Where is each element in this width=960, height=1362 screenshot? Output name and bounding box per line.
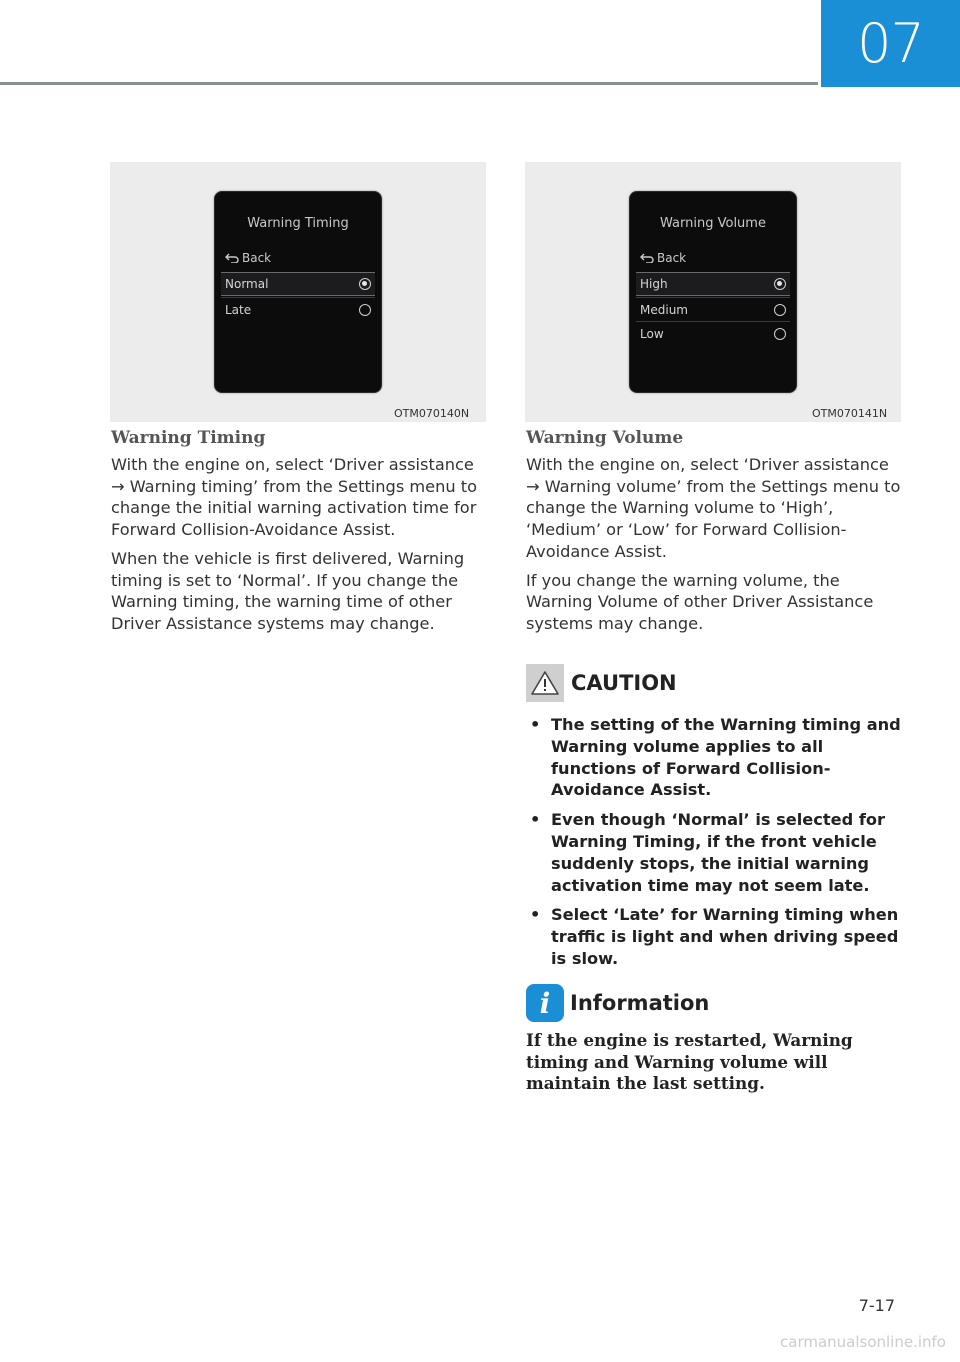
figure-code: OTM070140N [394,407,470,420]
paragraph: With the engine on, select ‘Driver assistance → Warning volume’ from the Settings menu to change the Warning volume to ‘High’, ‘Medium’ or ‘Low’ for Forward Collision-Avoidance Assist. [526,455,901,561]
back-item [225,251,271,265]
option-label: High [640,277,668,291]
cluster-screen-timing [214,191,382,393]
chapter-number: 07 [857,12,924,75]
screen-title: Warning Volume [660,216,766,231]
caution-block [526,664,906,978]
option-row [221,297,375,321]
chapter-tab [821,0,960,87]
caution-item: • The setting of the Warning timing and Warning volume applies to all functions of Forward Collision-Avoidance Assist. [526,714,906,801]
back-label: Back [657,251,687,265]
information-title: Information [570,991,710,1015]
option-row [636,321,790,345]
option-row [636,297,790,321]
option-label: Low [640,326,664,341]
info-icon: i [526,984,564,1022]
option-label: Medium [640,302,688,317]
option-row [221,272,375,296]
back-item [640,251,686,265]
information-text: If the engine is restarted, Warning timing and Warning volume will maintain the last setting. [526,1030,853,1093]
radio-empty-icon [359,304,371,316]
radio-selected-icon [359,278,371,290]
option-label: Late [225,302,252,317]
back-arrow-icon [640,253,654,263]
screen-title: Warning Timing [247,216,349,231]
paragraph: If you change the warning volume, the Warning Volume of other Driver Assistance systems may change. [526,570,874,633]
warning-triangle-icon [526,664,564,702]
caution-title: CAUTION [571,671,677,695]
page-number: 7-17 [858,1296,895,1315]
back-arrow-icon [225,253,239,263]
radio-selected-icon [774,278,786,290]
paragraph: With the engine on, select ‘Driver assistance → Warning timing’ from the Settings menu to change the initial warning activation time for Forward Collision-Avoidance Assist. [111,455,478,540]
figure-code: OTM070141N [812,407,888,420]
radio-empty-icon [774,304,786,316]
section-warning-volume [526,428,906,642]
radio-empty-icon [774,328,786,340]
cluster-screen-volume [629,191,797,393]
information-header [526,984,906,1022]
paragraph: When the vehicle is first delivered, Warning timing is set to ‘Normal’. If you change the Warning timing, the warning time of other Driver Assistance systems may change. [111,548,465,633]
figure-warning-volume [525,162,901,422]
section-warning-timing [111,428,481,642]
watermark: carmanualsonline.info [780,1333,946,1351]
section-title: Warning Volume [526,428,684,448]
caution-item: • Even though ‘Normal’ is selected for Warning Timing, if the front vehicle suddenly stops, the initial warning activation time may not seem late. [526,809,906,896]
option-label: Normal [225,277,269,291]
back-label: Back [242,251,272,265]
header-rule [0,82,818,85]
caution-header [526,664,906,702]
information-block [526,984,906,1095]
caution-item: • Select ‘Late’ for Warning timing when traffic is light and when driving speed is slow. [526,904,906,969]
section-title: Warning Timing [111,428,266,448]
figure-warning-timing [110,162,486,422]
option-row [636,272,790,296]
